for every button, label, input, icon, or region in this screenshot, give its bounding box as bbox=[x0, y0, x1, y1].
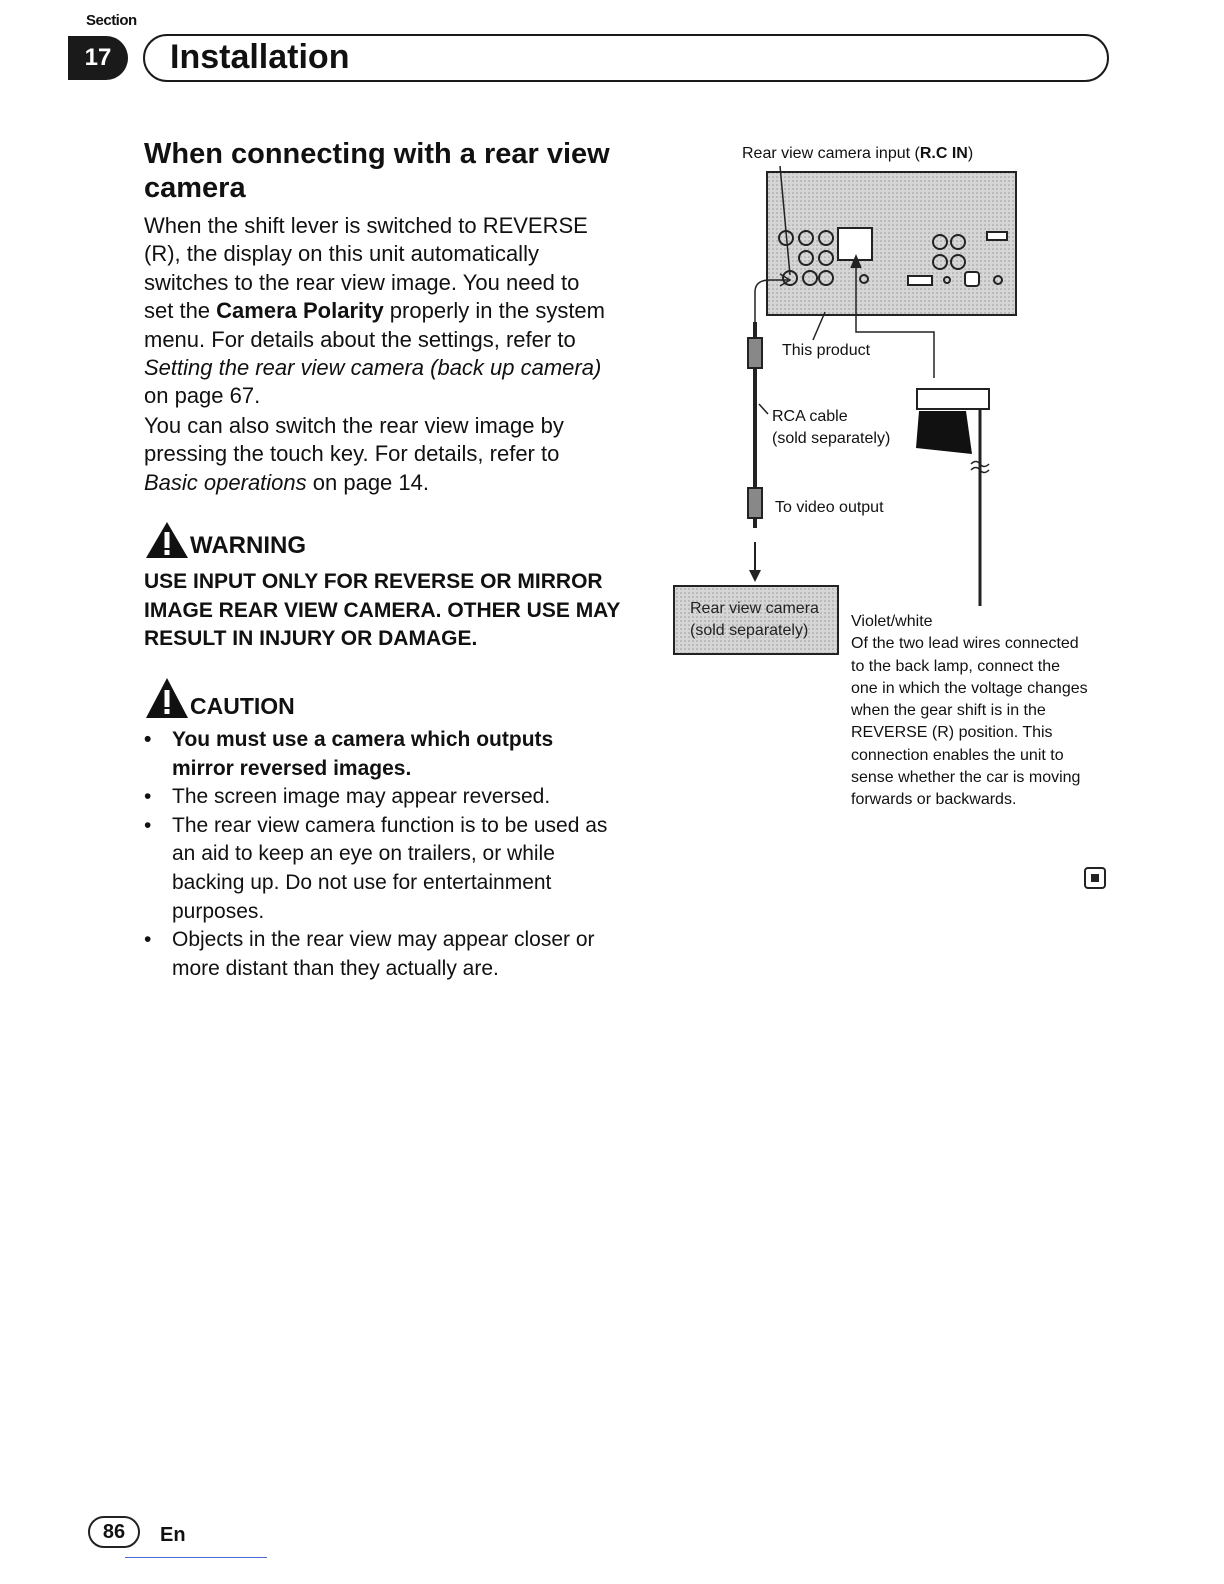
warning-title: WARNING bbox=[190, 532, 306, 559]
camera-polarity-term: Camera Polarity bbox=[216, 298, 384, 324]
warning-text: USE INPUT ONLY FOR REVERSE OR MIRROR IMAGE REAR VIEW CAMERA. OTHER USE MAY RESULT IN INJURY OR DAMAGE. bbox=[144, 570, 621, 650]
rc-input-code: R.C IN bbox=[919, 145, 968, 162]
camera-sold-label: (sold separately) bbox=[690, 622, 809, 639]
page-title: Installation bbox=[170, 38, 350, 76]
settings-reference-link[interactable]: Setting the rear view camera (back up camera) bbox=[144, 355, 602, 381]
caution-title: CAUTION bbox=[190, 693, 295, 719]
list-item: • You must use a camera which outputs mirror reversed images. bbox=[144, 728, 554, 780]
intro-text-2: properly in the system menu. For details about the settings, refer to bbox=[144, 298, 605, 352]
product-panel bbox=[767, 172, 1016, 315]
bullet-icon: • bbox=[144, 785, 152, 809]
camera-label: Rear view camera bbox=[690, 600, 819, 617]
list-item: • The screen image may appear reversed. bbox=[144, 783, 614, 812]
bullet-icon: • bbox=[144, 928, 152, 952]
end-of-section-icon bbox=[1084, 867, 1106, 889]
bullet-icon: • bbox=[144, 728, 152, 751]
section-label: Section bbox=[86, 12, 137, 29]
touch-text-2: on page 14. bbox=[306, 469, 429, 495]
intro-text-3: on page 67. bbox=[144, 383, 261, 409]
section-number: 17 bbox=[68, 36, 128, 80]
wire-note bbox=[851, 611, 1091, 812]
rc-input-label: Rear view camera input (R.C IN) bbox=[742, 145, 974, 162]
intro-text-1: When the shift lever is switched to REVERSE (R), the display on this unit automatically switches to the rear view image. You need to set the bbox=[144, 213, 588, 324]
bullet-icon: • bbox=[144, 813, 152, 837]
list-item: • Objects in the rear view may appear closer or more distant than they actually are. bbox=[144, 928, 595, 980]
wire-note-text: Of the two lead wires connected to the back lamp, connect the one in which the voltage changes when the gear shift is in the REVERSE (R) position. This connection enables the unit to sense whether the car is moving forwards or backwards. bbox=[851, 635, 1088, 809]
camera-box bbox=[674, 586, 838, 654]
language-code: En bbox=[160, 1524, 186, 1546]
section-heading: When connecting with a rear view camera bbox=[144, 138, 610, 204]
page-number: 86 bbox=[88, 1516, 140, 1548]
list-item: • The rear view camera function is to be used as an aid to keep an eye on trailers, or while backing up. Do not use for entertainment purposes. bbox=[144, 813, 608, 923]
footer-underline bbox=[125, 1557, 267, 1558]
rca-cable bbox=[748, 322, 768, 582]
video-output-label: To video output bbox=[775, 499, 884, 516]
rca-cable-sold-label: (sold separately) bbox=[772, 430, 891, 447]
product-label: This product bbox=[782, 342, 871, 359]
rca-cable-label: RCA cable bbox=[772, 408, 848, 425]
basic-operations-link[interactable]: Basic operations bbox=[144, 469, 307, 495]
violet-white-wire bbox=[916, 389, 989, 606]
touch-text-1: You can also switch the rear view image by pressing the touch key. For details, refer to bbox=[144, 413, 564, 467]
wire-note-title: Violet/white bbox=[851, 613, 933, 630]
